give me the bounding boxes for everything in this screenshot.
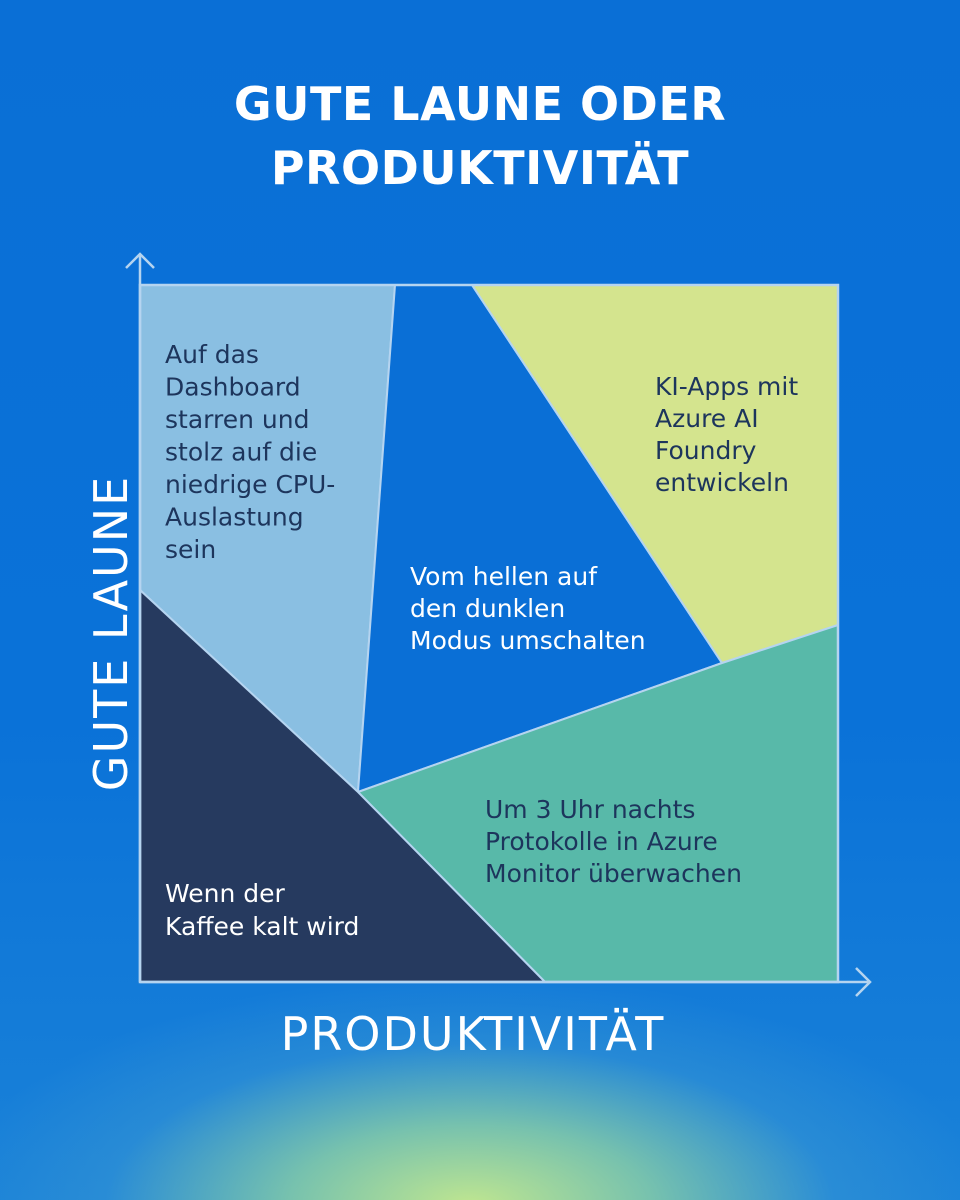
- zone-monitor-line: Um 3 Uhr nachts: [485, 795, 696, 824]
- title-line-2: PRODUKTIVITÄT: [270, 141, 690, 195]
- x-axis-label: PRODUKTIVITÄT: [280, 1007, 666, 1061]
- zone-darkmode-line: den dunklen: [410, 594, 566, 623]
- zone-kaffee-line: Kaffee kalt wird: [165, 912, 360, 941]
- zone-monitor-line: Monitor überwachen: [485, 859, 742, 888]
- zone-dashboard-line: niedrige CPU-: [165, 470, 336, 499]
- zone-darkmode-line: Modus umschalten: [410, 626, 646, 655]
- zone-dashboard-line: Auslastung: [165, 502, 304, 532]
- zone-darkmode-line: Vom hellen auf: [410, 562, 598, 591]
- zone-ki-apps-line: entwickeln: [655, 468, 789, 497]
- zone-monitor-line: Protokolle in Azure: [485, 827, 718, 856]
- zone-dashboard-line: stolz auf die: [165, 437, 318, 467]
- zone-ki-apps-line: KI-Apps mit: [655, 372, 799, 401]
- title-line-1: GUTE LAUNE ODER: [233, 77, 727, 131]
- zone-ki-apps-line: Foundry: [655, 436, 757, 465]
- zone-dashboard-line: starren und: [165, 405, 310, 434]
- zone-dashboard-line: Dashboard: [165, 372, 301, 402]
- zone-ki-apps-line: Azure AI: [655, 404, 759, 433]
- zone-kaffee-line: Wenn der: [165, 879, 285, 908]
- zone-dashboard-line: sein: [165, 535, 217, 564]
- zone-dashboard-line: Auf das: [165, 340, 259, 369]
- y-axis-label: GUTE LAUNE: [84, 474, 138, 792]
